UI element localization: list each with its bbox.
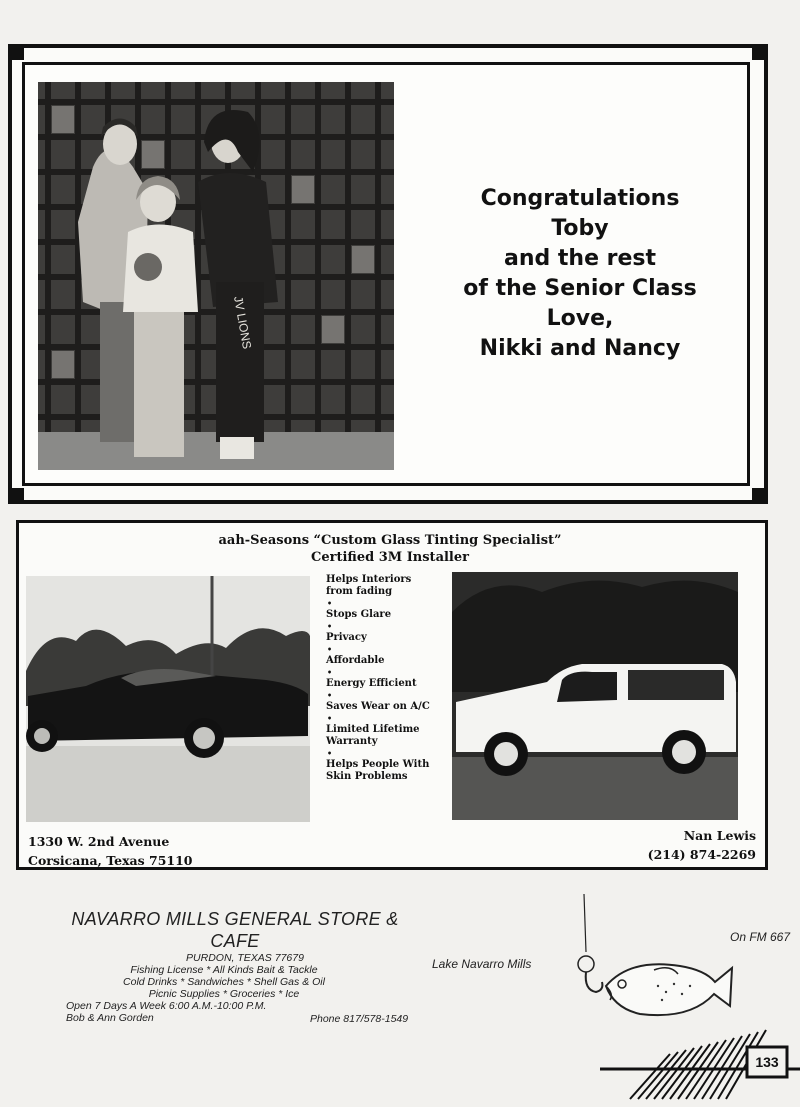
congratulations-message: [440, 184, 720, 364]
bullet-dot: •: [327, 598, 333, 608]
frame-corner: [8, 488, 24, 504]
store-owners: Bob & Ann Gorden: [66, 1012, 154, 1024]
offering-line: Cold Drinks * Sandwiches * Shell Gas & Oil: [123, 976, 325, 988]
feature-item: Energy Efficient: [326, 678, 417, 689]
tinting-feature-list: [326, 574, 436, 783]
feature-item: Limited Lifetime Warranty: [326, 724, 420, 747]
store-city: PURDON, TEXAS 77679: [186, 952, 304, 964]
frame-corner: [752, 488, 768, 504]
message-line: Nikki and Nancy: [479, 336, 681, 361]
bullet-dot: •: [327, 690, 333, 700]
address-city: Corsicana, Texas 75110: [28, 853, 193, 868]
message-line: Toby: [551, 216, 609, 241]
store-name-line2: CAFE: [210, 931, 260, 951]
tinting-ad-heading: [140, 532, 640, 566]
tinting-ad-subtitle: Certified 3M Installer: [311, 550, 469, 565]
message-line: Love,: [546, 306, 614, 331]
contact-phone: (214) 874-2269: [647, 847, 756, 862]
bullet-dot: •: [327, 621, 333, 631]
offering-line: Picnic Supplies * Groceries * Ice: [148, 988, 300, 1000]
bullet-dot: •: [327, 644, 333, 654]
store-name-line1: NAVARRO MILLS GENERAL STORE &: [71, 909, 399, 929]
feature-item: Saves Wear on A/C: [326, 701, 430, 712]
tinting-ad-title: aah-Seasons “Custom Glass Tinting Specialist”: [218, 533, 562, 548]
frame-corner: [752, 44, 768, 60]
feature-item: Helps Interiors from fading: [326, 574, 412, 597]
tinting-address: [28, 832, 193, 870]
message-line: of the Senior Class: [463, 276, 697, 301]
store-offerings: [74, 964, 374, 1000]
location-label: On FM 667: [730, 930, 791, 944]
lake-label: Lake Navarro Mills: [432, 957, 532, 971]
store-hours: Open 7 Days A Week 6:00 A.M.-10:00 P.M.: [66, 1000, 267, 1012]
suv-illustration: [452, 572, 738, 820]
feature-item: Helps People With Skin Problems: [326, 759, 430, 782]
pants-lettering: JV LIONS: [231, 295, 255, 351]
suv-photo: [452, 572, 738, 820]
bullet-dot: •: [327, 713, 333, 723]
message-line: Congratulations: [480, 186, 680, 211]
page-number: 133: [755, 1054, 779, 1070]
address-street: 1330 W. 2nd Avenue: [28, 834, 170, 849]
sports-car-illustration: [26, 576, 310, 822]
store-name: [60, 908, 410, 952]
contact-name: Nan Lewis: [683, 828, 756, 843]
message-line: and the rest: [503, 246, 657, 271]
bullet-dot: •: [327, 748, 333, 758]
tinting-contact: [600, 826, 756, 864]
feature-item: Affordable: [326, 655, 385, 666]
frame-corner: [8, 44, 24, 60]
fish-on-hook-icon: [570, 894, 740, 1034]
feature-item: Privacy: [326, 632, 367, 643]
general-store-ad: [60, 908, 410, 1024]
bullet-dot: •: [327, 667, 333, 677]
offering-line: Fishing License * All Kinds Bait & Tackle: [130, 964, 318, 976]
store-phone: Phone 817/578-1549: [310, 1013, 409, 1025]
sports-car-photo: [26, 576, 310, 822]
students-gate-photo: [38, 82, 394, 470]
students-gate-illustration: [38, 82, 394, 470]
feature-item: Stops Glare: [326, 609, 392, 620]
